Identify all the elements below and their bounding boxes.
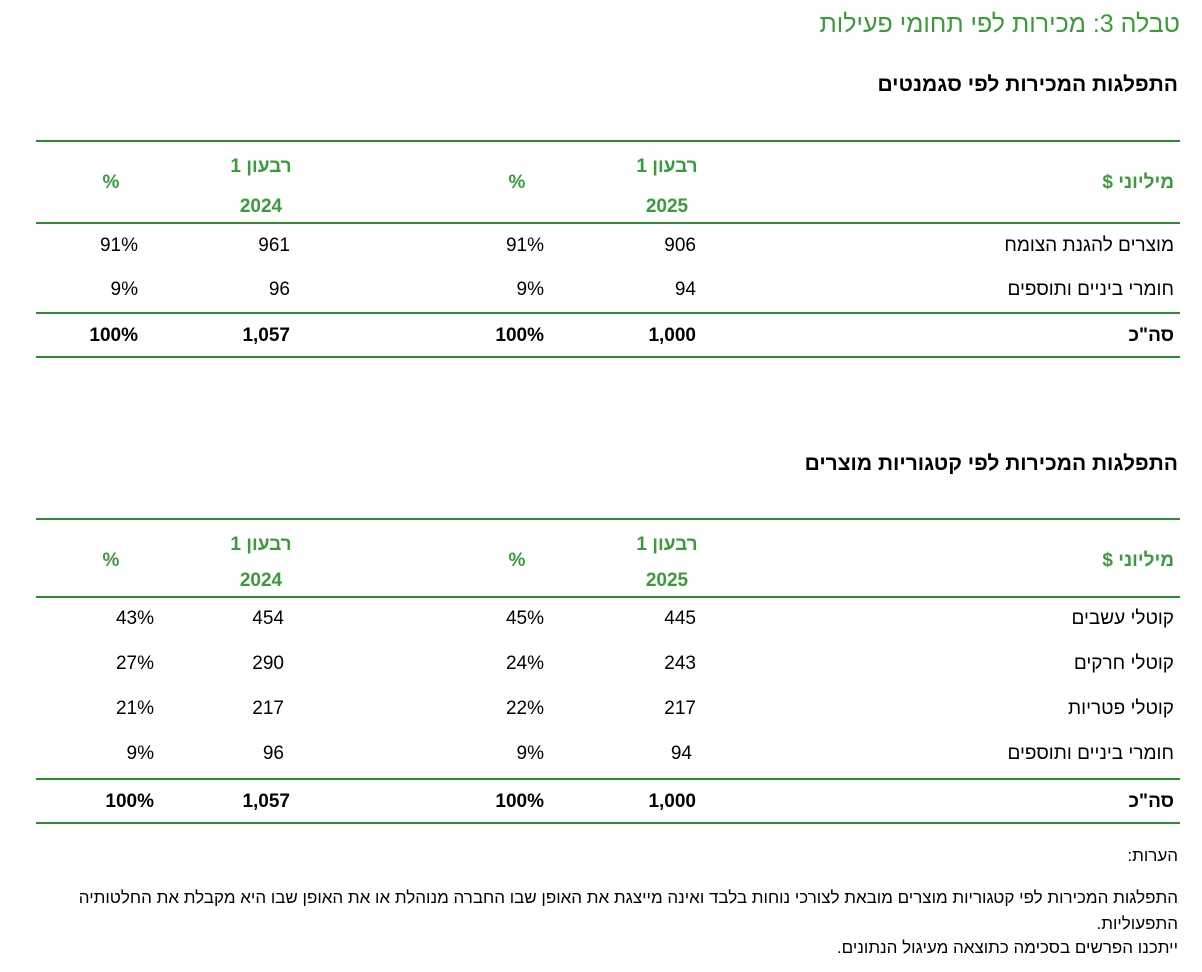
pct-2024: 27% bbox=[115, 653, 154, 674]
year-header-2024: 2024 bbox=[239, 570, 283, 591]
q-header-2025: רבעון 1 bbox=[636, 156, 698, 177]
total-pct-2024: 100% bbox=[89, 325, 138, 346]
value-2024: 454 bbox=[252, 608, 284, 629]
value-2024: 217 bbox=[252, 698, 284, 719]
pct-2025: 9% bbox=[516, 743, 544, 764]
pct-header-2025: % bbox=[508, 550, 526, 571]
value-2024: 96 bbox=[268, 279, 290, 300]
table-header-row bbox=[36, 520, 1180, 598]
table-row bbox=[36, 598, 1180, 643]
table-row bbox=[36, 688, 1180, 733]
year-header-2025: 2025 bbox=[645, 570, 689, 591]
pct-2025: 45% bbox=[505, 608, 544, 629]
row-label: קוטלי פטריות bbox=[1068, 698, 1174, 719]
total-row bbox=[36, 312, 1180, 358]
value-2025: 217 bbox=[664, 698, 696, 719]
pct-2024: 21% bbox=[115, 698, 154, 719]
table-row bbox=[36, 268, 1180, 312]
row-label: קוטלי חרקים bbox=[1073, 653, 1174, 674]
page-title: טבלה 3: מכירות לפי תחומי פעילות bbox=[819, 10, 1180, 38]
pct-2025: 24% bbox=[505, 653, 544, 674]
table-row bbox=[36, 643, 1180, 688]
note-1: התפלגות המכירות לפי קטגוריות מוצרים מובאת לצורכי נוחות בלבד ואינה מייצגת את האופן שבו החברה מנוהלת או את האופן שבו היא מקבלת את החלטותיה התפעוליות. bbox=[78, 888, 1178, 933]
segments-table bbox=[36, 140, 1180, 358]
value-2024: 290 bbox=[252, 653, 284, 674]
categories-table bbox=[36, 518, 1180, 824]
q-header-2024: רבעון 1 bbox=[230, 534, 292, 555]
pct-header-2024: % bbox=[102, 172, 120, 193]
unit-header: מיליוני $ bbox=[1102, 172, 1174, 193]
pct-2025: 22% bbox=[505, 698, 544, 719]
segments-heading: התפלגות המכירות לפי סגמנטים bbox=[877, 73, 1178, 96]
total-pct-2025: 100% bbox=[495, 791, 544, 812]
pct-2025: 91% bbox=[505, 235, 544, 256]
row-label: קוטלי עשבים bbox=[1071, 608, 1174, 629]
categories-heading: התפלגות המכירות לפי קטגוריות מוצרים bbox=[804, 452, 1178, 475]
total-row bbox=[36, 778, 1180, 824]
value-2025: 445 bbox=[664, 608, 696, 629]
row-label: חומרי ביניים ותוספים bbox=[1007, 279, 1174, 300]
total-2024: 1,057 bbox=[242, 325, 290, 346]
total-2025: 1,000 bbox=[648, 791, 696, 812]
pct-2024: 9% bbox=[126, 743, 154, 764]
value-2024: 96 bbox=[262, 743, 284, 764]
total-2025: 1,000 bbox=[648, 325, 696, 346]
year-header-2024: 2024 bbox=[239, 196, 283, 217]
pct-2024: 43% bbox=[115, 608, 154, 629]
value-2025: 94 bbox=[670, 743, 692, 764]
value-2025: 94 bbox=[674, 279, 696, 300]
row-label: חומרי ביניים ותוספים bbox=[1007, 743, 1174, 764]
total-pct-2024: 100% bbox=[105, 791, 154, 812]
value-2024: 961 bbox=[258, 235, 290, 256]
note-2: ייתכנו הפרשים בסכימה כתוצאה מעיגול הנתונים. bbox=[836, 938, 1178, 957]
row-label: מוצרים להגנת הצומח bbox=[1004, 235, 1174, 256]
total-2024: 1,057 bbox=[242, 791, 290, 812]
total-pct-2025: 100% bbox=[495, 325, 544, 346]
q-header-2025: רבעון 1 bbox=[636, 534, 698, 555]
notes-heading: הערות: bbox=[1127, 846, 1178, 865]
table-row bbox=[36, 733, 1180, 778]
value-2025: 906 bbox=[664, 235, 696, 256]
table-header-row bbox=[36, 142, 1180, 224]
year-header-2025: 2025 bbox=[645, 196, 689, 217]
pct-2024: 91% bbox=[99, 235, 138, 256]
table-row bbox=[36, 224, 1180, 268]
pct-2024: 9% bbox=[110, 279, 138, 300]
value-2025: 243 bbox=[664, 653, 696, 674]
total-label: סה"כ bbox=[1128, 325, 1174, 346]
pct-2025: 9% bbox=[516, 279, 544, 300]
pct-header-2024: % bbox=[102, 550, 120, 571]
unit-header: מיליוני $ bbox=[1102, 550, 1174, 571]
pct-header-2025: % bbox=[508, 172, 526, 193]
total-label: סה"כ bbox=[1128, 791, 1174, 812]
q-header-2024: רבעון 1 bbox=[230, 156, 292, 177]
